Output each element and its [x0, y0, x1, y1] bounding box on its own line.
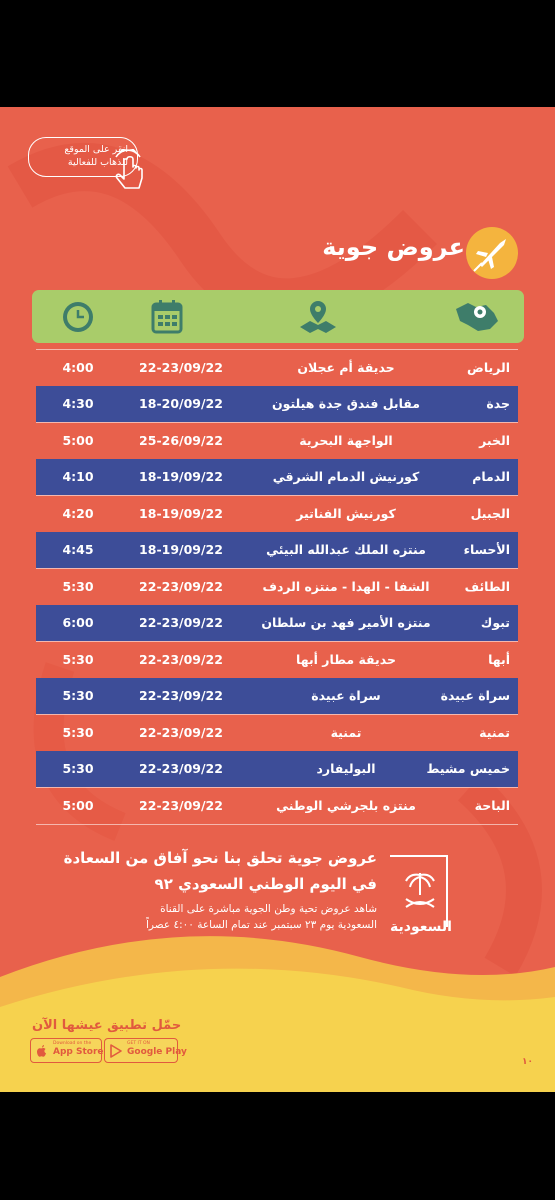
row-date: 22-23/09/22: [139, 615, 223, 630]
promo-headline-2: في اليوم الوطني السعودي ٩٢: [154, 875, 377, 893]
row-location[interactable]: منتزه الملك عبدالله البيئي: [266, 542, 426, 557]
row-location[interactable]: الشفا - الهدا - منتزه الردف: [262, 579, 430, 594]
row-city[interactable]: تبوك: [480, 615, 510, 630]
table-row: [36, 568, 518, 605]
row-time: 4:00: [62, 360, 94, 375]
row-city[interactable]: أبها: [488, 652, 510, 667]
page-number: ١٠: [522, 1057, 533, 1067]
row-time: 6:00: [62, 615, 94, 630]
row-location[interactable]: كورنيش الدمام الشرقي: [272, 469, 420, 484]
table-row: [36, 495, 518, 532]
row-city[interactable]: الرياض: [467, 360, 510, 375]
saudi-map-pin-icon: [450, 299, 504, 335]
promo-body-1: شاهد عروض تحية وطن الجوية مباشرة على القناة: [160, 903, 377, 915]
row-date: 22-23/09/22: [139, 761, 223, 776]
row-location[interactable]: تمنية: [330, 725, 362, 740]
row-city[interactable]: الطائف: [464, 579, 510, 594]
table-row: [36, 605, 518, 641]
promo-block: [64, 849, 377, 931]
google-play-text: Google Play: [127, 1047, 187, 1057]
row-city[interactable]: الأحساء: [463, 542, 510, 557]
google-play-button[interactable]: [104, 1038, 187, 1063]
row-time: 4:30: [62, 396, 94, 411]
table-row: [36, 422, 518, 459]
row-location[interactable]: منتزه الأمير فهد بن سلطان: [261, 615, 431, 630]
row-time: 5:30: [62, 725, 94, 740]
row-location[interactable]: مقابل فندق جدة هيلتون: [271, 396, 421, 411]
row-date: 18-19/09/22: [139, 506, 223, 521]
row-city[interactable]: الخبر: [479, 433, 510, 448]
click-hint-line2: للذهاب للفعالية: [67, 157, 128, 168]
table-header: [32, 290, 524, 343]
row-city[interactable]: الجبيل: [470, 506, 510, 521]
google-play-small-text: GET IT ON: [127, 1041, 150, 1046]
row-time: 4:45: [62, 542, 94, 557]
row-location[interactable]: الواجهة البحرية: [299, 433, 393, 448]
table-row: [36, 751, 518, 787]
app-store-button[interactable]: [30, 1038, 102, 1063]
row-date: 22-23/09/22: [139, 688, 223, 703]
row-city[interactable]: الباحة: [474, 798, 510, 813]
promo-headline-1: عروض جوية تحلق بنا نحو آفاق من السعادة: [63, 849, 377, 867]
section-title: عروض جوية: [322, 233, 465, 261]
table-row: [36, 678, 518, 714]
row-city[interactable]: تمنية: [479, 725, 510, 740]
row-time: 5:30: [62, 761, 94, 776]
hand-tap-icon: [110, 149, 146, 193]
calendar-icon: [150, 299, 184, 335]
google-play-icon: [110, 1044, 122, 1058]
row-date: 25-26/09/22: [139, 433, 223, 448]
row-date: 22-23/09/22: [139, 652, 223, 667]
app-store-small-text: Download on the: [53, 1041, 92, 1046]
row-location[interactable]: منتزه بلجرشي الوطني: [276, 798, 416, 813]
row-date: 22-23/09/22: [139, 579, 223, 594]
row-city[interactable]: سراة عبيدة: [440, 688, 510, 703]
app-store-text: App Store: [53, 1047, 104, 1057]
table-row: [36, 459, 518, 495]
row-time: 4:20: [62, 506, 94, 521]
channel-logo-text: السعودية: [390, 919, 452, 935]
row-time: 5:00: [62, 798, 94, 813]
table-row: [36, 641, 518, 678]
row-time: 4:10: [62, 469, 94, 484]
row-time: 5:30: [62, 579, 94, 594]
table-row: [36, 532, 518, 568]
row-date: 18-19/09/22: [139, 469, 223, 484]
click-hint: [28, 137, 150, 193]
jet-icon: [466, 227, 518, 279]
table-row: [36, 787, 518, 825]
table-row: [36, 349, 518, 386]
row-city[interactable]: جدة: [486, 396, 510, 411]
row-location[interactable]: حديقة مطار أبها: [296, 652, 396, 667]
row-location[interactable]: سراة عبيدة: [311, 688, 381, 703]
clock-icon: [60, 299, 96, 335]
promo-body-2: السعودية يوم ٢٣ سبتمبر عند تمام الساعة ٤:٠٠ عصراً: [146, 919, 377, 931]
download-label: حمّل تطبيق عيشها الآن: [32, 1018, 182, 1033]
row-location[interactable]: البوليفارد: [316, 761, 376, 776]
palm-swords-emblem-icon: [400, 869, 440, 913]
saudi-channel-logo: [390, 855, 452, 939]
map-location-icon: [296, 299, 340, 335]
row-location[interactable]: كورنيش الفناتير: [296, 506, 396, 521]
page: [0, 107, 555, 1092]
row-time: 5:30: [62, 652, 94, 667]
row-city[interactable]: خميس مشيط: [426, 761, 510, 776]
row-time: 5:30: [62, 688, 94, 703]
row-date: 18-20/09/22: [139, 396, 223, 411]
table-row: [36, 386, 518, 422]
click-hint-line1: انقر على الموقع: [64, 144, 128, 155]
row-date: 22-23/09/22: [139, 360, 223, 375]
table-row: [36, 714, 518, 751]
row-date: 18-19/09/22: [139, 542, 223, 557]
row-time: 5:00: [62, 433, 94, 448]
row-location[interactable]: حديقة أم عجلان: [297, 360, 395, 375]
row-city[interactable]: الدمام: [472, 469, 510, 484]
apple-icon: [36, 1044, 48, 1058]
schedule-table: [36, 349, 518, 825]
row-date: 22-23/09/22: [139, 725, 223, 740]
airshow-badge: [466, 227, 518, 279]
row-date: 22-23/09/22: [139, 798, 223, 813]
